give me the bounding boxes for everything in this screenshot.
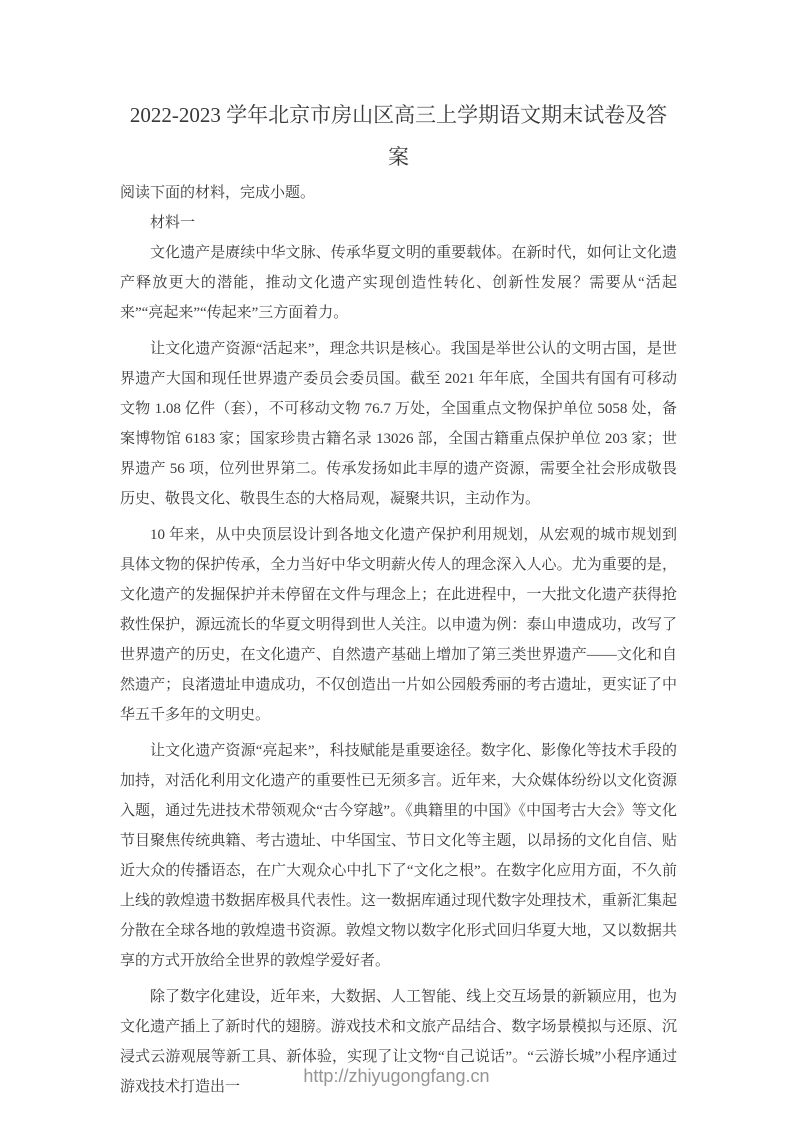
title-line-2: 案 [388,145,409,169]
material-one-label: 材料一 [150,215,196,231]
document-content [120,94,677,1102]
paragraph: 文化遗产是赓续中华文脉、传承华夏文明的重要载体。在新时代，如何让文化遗产释放更大的潜能，推动文化遗产实现创造性转化、创新性发展？需要从“活起来”“亮起来”“传起来”三方面着力。 [120,245,677,321]
document-title [120,94,677,178]
paragraph: 让文化遗产资源“活起来”，理念共识是核心。我国是举世公认的文明古国，是世界遗产大国和现任世界遗产委员会委员国。截至 2021 年年底，全国共有国有可移动文物 1.08 亿件（套），不可移动文物 76.7 万处，全国重点文物保护单位 5058 处，备案博物馆 6183 家；国家珍贵古籍名录 13026 部，全国古籍重点保护单位 203 家；世界遗产 56 项，位列世界第二。传承发扬如此丰厚的遗产资源，需要全社会形成敬畏历史、敬畏文化、敬畏生态的大格局观，凝聚共识，主动作为。 [120,341,677,507]
title-line-1: 2022-2023 学年北京市房山区高三上学期语文期末试卷及答 [129,103,668,127]
reading-instruction: 阅读下面的材料，完成小题。 [120,185,316,201]
footer-url: http://zhiyugongfang.cn [303,1066,490,1086]
paragraph: 10 年来，从中央顶层设计到各地文化遗产保护利用规划，从宏观的城市规划到具体文物的保护传承，全力当好中华文明薪火传人的理念深入人心。尤为重要的是，文化遗产的发掘保护并未停留在文件与理念上；在此进程中，一大批文化遗产获得抢救性保护，源远流长的华夏文明得到世人关注。以申遗为例：泰山申遗成功，改写了世界遗产的历史，在文化遗产、自然遗产基础上增加了第三类世界遗产——文化和自然遗产；良渚遗址申遗成功，不仅创造出一片如公园般秀丽的考古遗址，更实证了中华五千多年的文明史。 [120,527,677,723]
paragraph: 除了数字化建设，近年来，大数据、人工智能、线上交互场景的新颖应用，也为文化遗产插上了新时代的翅膀。游戏技术和文旅产品结合、数字场景模拟与还原、沉浸式云游观展等新工具、新体验，实现了让文物“自己说话”。“云游长城”小程序通过游戏技术打造出一 [120,989,677,1095]
paragraph: 让文化遗产资源“亮起来”，科技赋能是重要途径。数字化、影像化等技术手段的加持，对活化利用文化遗产的重要性已无须多言。近年来，大众媒体纷纷以文化资源入题，通过先进技术带领观众“古今穿越”。《典籍里的中国》《中国考古大会》等文化节目聚焦传统典籍、考古遗址、中华国宝、节日文化等主题，以昂扬的文化自信、贴近大众的传播语态，在广大观众心中扎下了“文化之根”。在数字化应用方面，不久前上线的敦煌遗书数据库极具代表性。这一数据库通过现代数字处理技术，重新汇集起分散在全球各地的敦煌遗书资源。敦煌文物以数字化形式回归华夏大地，又以数据共享的方式开放给全世界的敦煌学爱好者。 [120,743,677,969]
